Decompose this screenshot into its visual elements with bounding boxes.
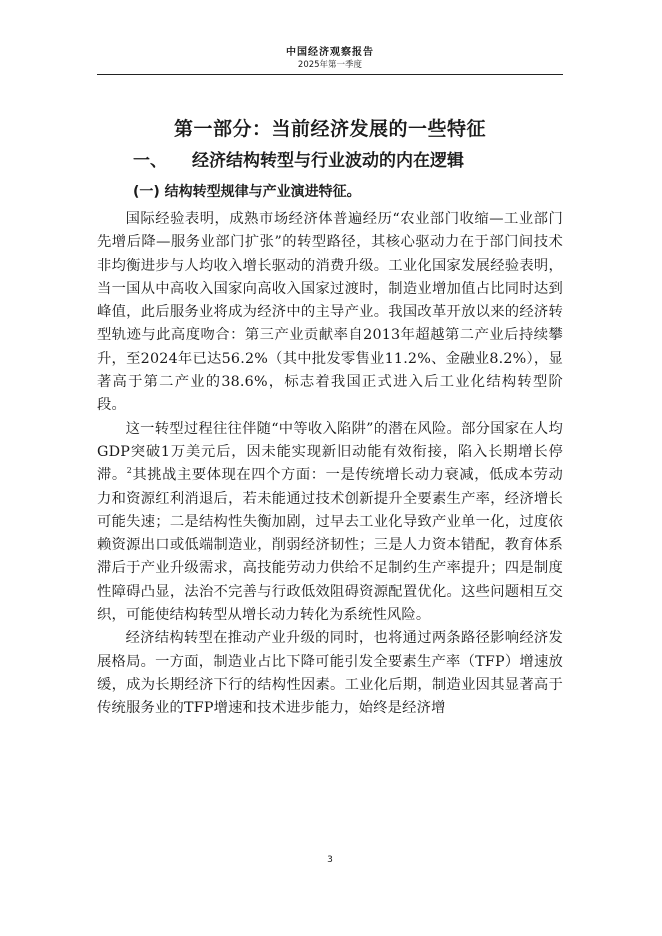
paragraph-2-text-b: 其挑战主要体现在四个方面：一是传统增长动力衰减，低成本劳动力和资源红利消退后，若未能通过技术创新提升全要素生产率，经济增长可能失速；二是结构性失衡加剧，过早去工业化导致产业单一化，过度依赖资源出口或低端制造业，削弱经济韧性；三是人力资本错配，教育体系滞后于产业升级需求，高技能劳动力供给不足制约生产率提升；四是制度性障碍凸显，法治不完善与行政低效阻碍资源配置优化。这些问题相互交织，可能使结构转型从增长动力转化为系统性风险。	[97, 467, 564, 624]
body-text	[97, 208, 563, 721]
header-divider	[97, 74, 563, 75]
part-title: 第一部分：当前经济发展的一些特征	[173, 118, 486, 140]
running-header	[97, 46, 563, 71]
footnote-marker[interactable]: 2	[126, 466, 133, 476]
header-subtitle: 2025年第一季度	[297, 60, 363, 70]
section-number: 一、	[133, 151, 167, 171]
paragraph-1: 国际经验表明，成熟市场经济体普遍经历“农业部门收缩—工业部门先增后降—服务业部门扩张”的转型路径，其核心驱动力在于部门间技术非均衡进步与人均收入增长驱动的消费升级。工业化国家发展经验表明，当一国从中高收入国家向高收入国家过渡时，制造业增加值占比同时达到峰值，此后服务业将成为经济中的主导产业。我国改革开放以来的经济转型轨迹与此高度吻合：第三产业贡献率自2013年超越第二产业后持续攀升，至2024年已达56.2%（其中批发零售业11.2%、金融业8.2%），显著高于第二产业的38.6%，标志着我国正式进入后工业化结构转型阶段。	[97, 211, 563, 414]
header-title: 中国经济观察报告	[286, 47, 374, 58]
paragraph-2-text-a: 这一转型过程往往伴随“中等收入陷阱”的潜在风险。部分国家在人均GDP突破1万美元后，因未能实现新旧动能有效衔接，陷入长期增长停滞。	[97, 420, 563, 484]
section-heading	[133, 149, 563, 173]
page-number: 3	[327, 855, 333, 865]
paragraph-3: 经济结构转型在推动产业升级的同时，也将通过两条路径影响经济发展格局。一方面，制造业占比下降可能引发全要素生产率（TFP）增速放缓，成为长期经济下行的结构性因素。工业化后期，制造业因其显著高于传统服务业的TFP增速和技术进步能力，始终是经济增	[97, 630, 563, 717]
subsection-heading: (一) 结构转型规律与产业演进特征。	[133, 184, 361, 200]
paragraph-2	[97, 418, 563, 628]
section-title: 经济结构转型与行业波动的内在逻辑	[192, 151, 464, 171]
